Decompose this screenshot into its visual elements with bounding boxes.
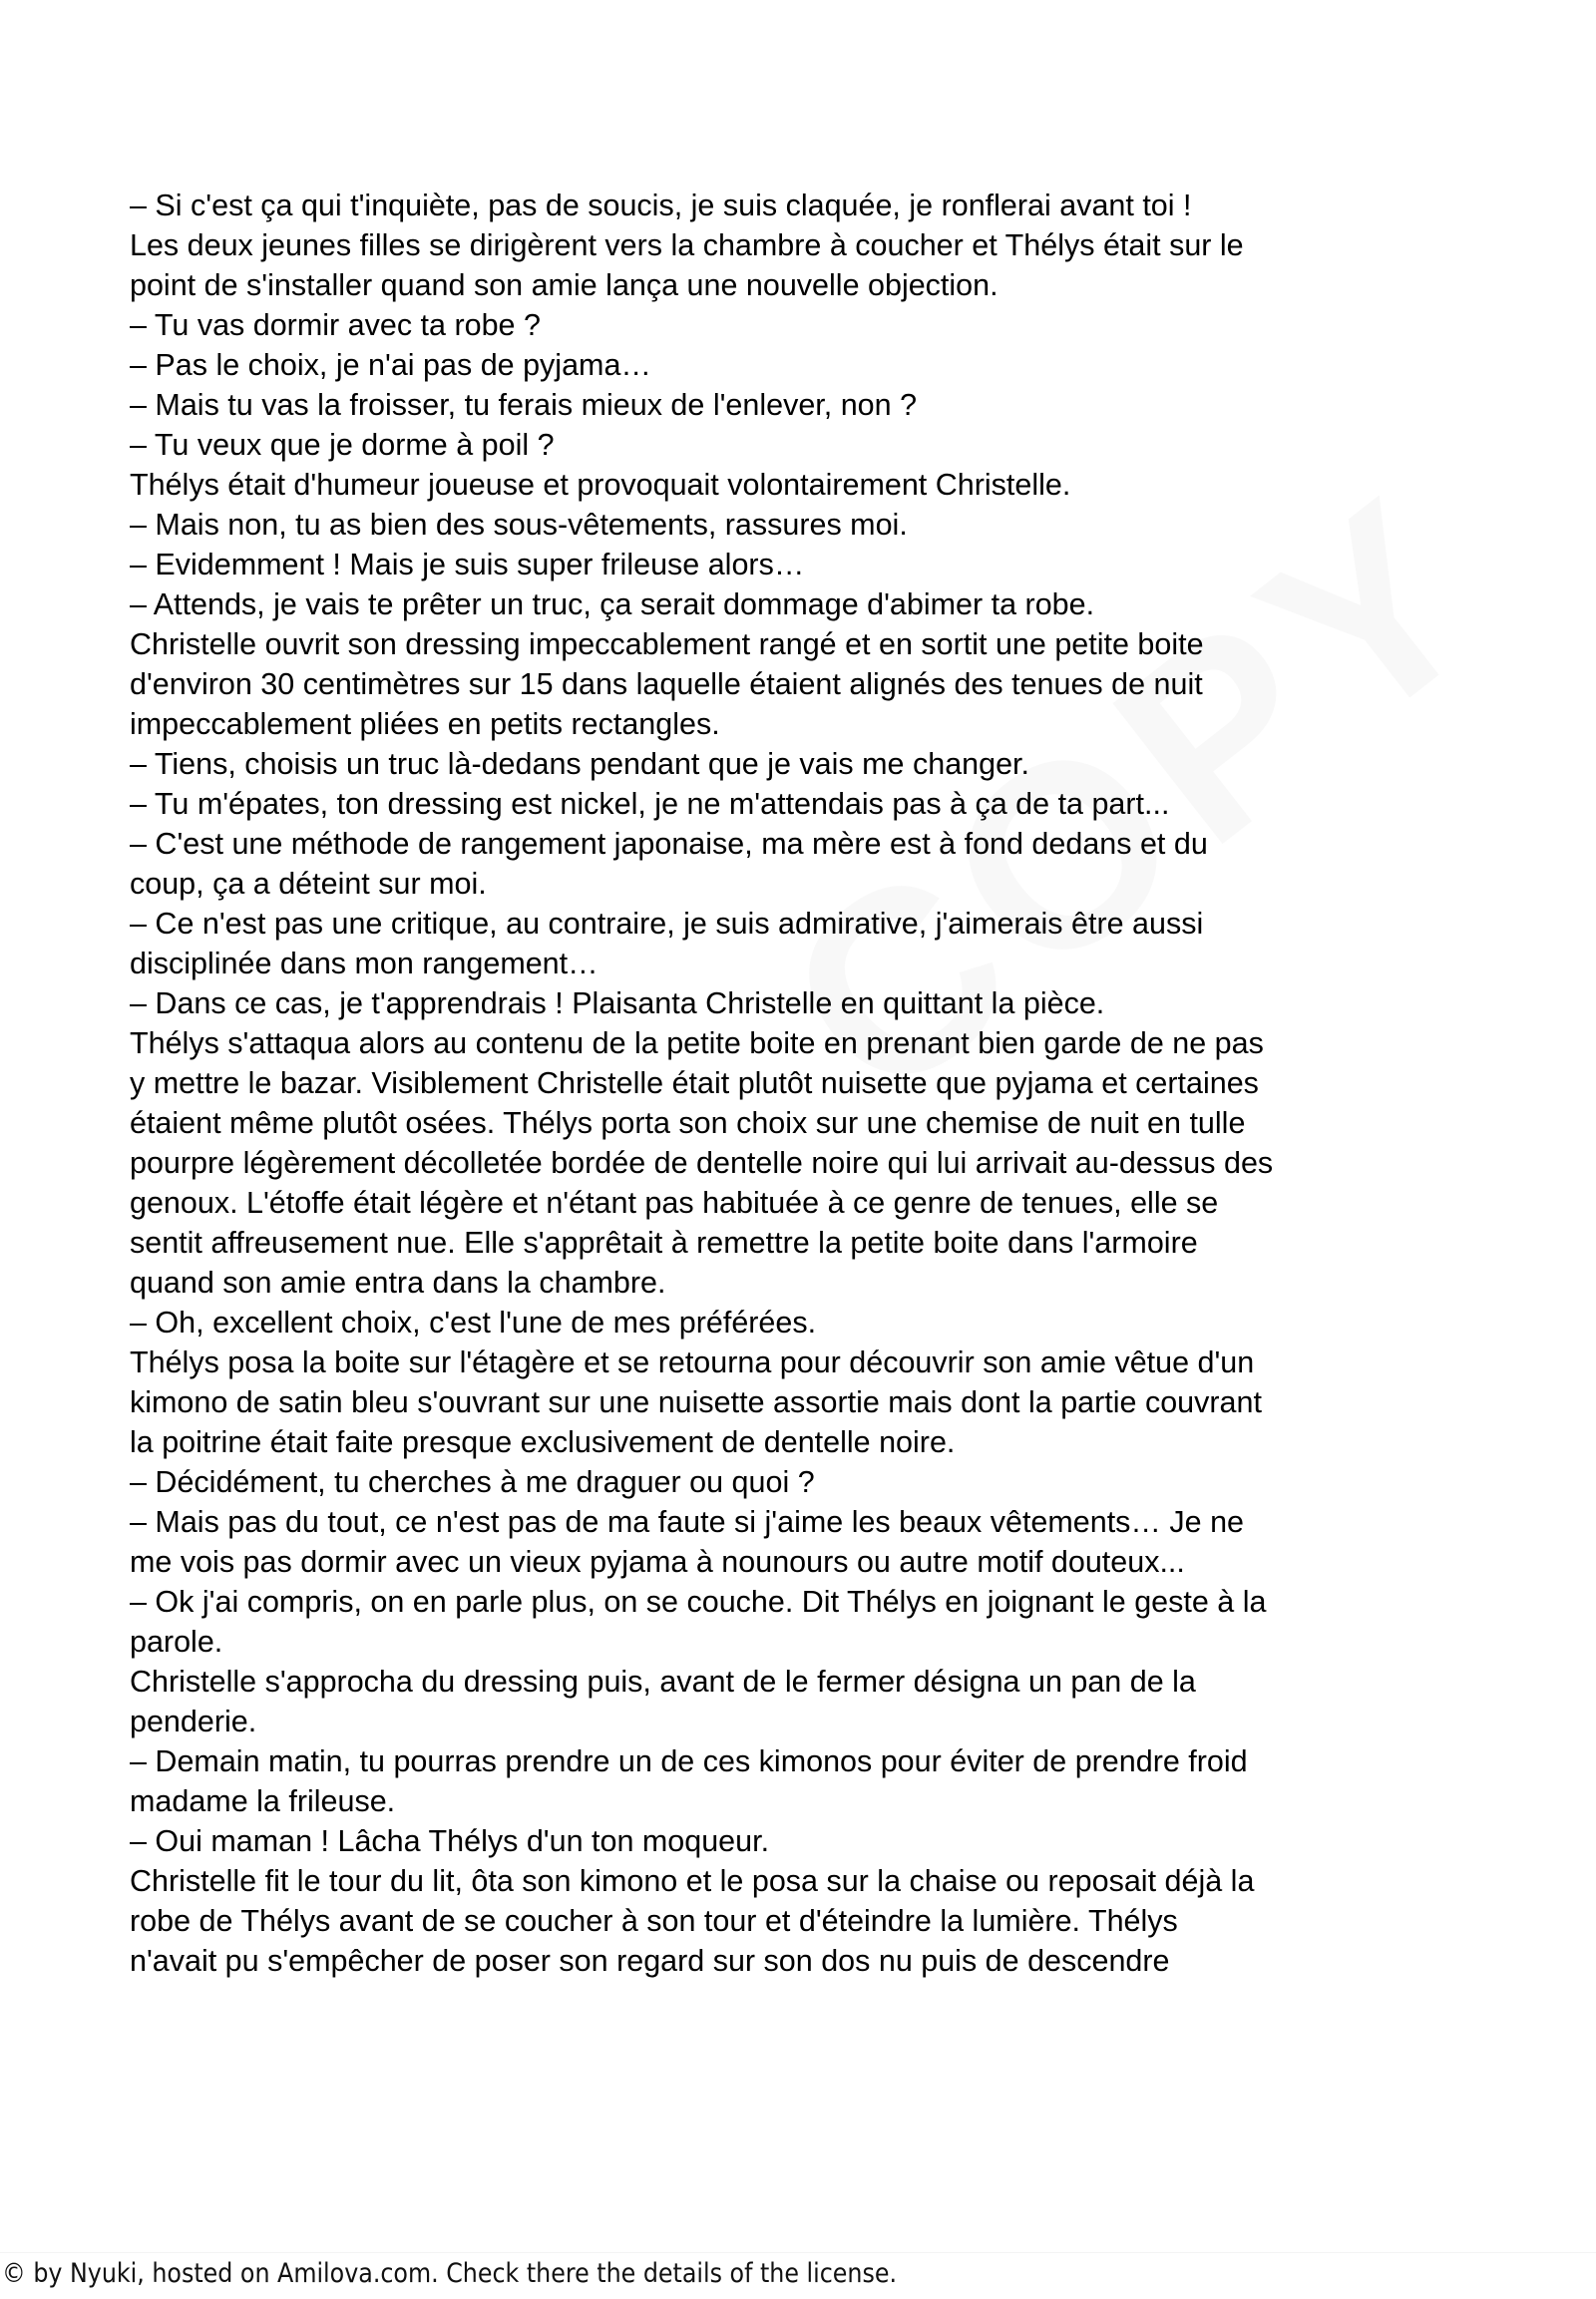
text-line: étaient même plutôt osées. Thélys porta son choix sur une chemise de nuit en tulle	[130, 1106, 1246, 1140]
text-line: – Dans ce cas, je t'apprendrais ! Plaisanta Christelle en quittant la pièce.	[130, 986, 1105, 1020]
text-line: genoux. L'étoffe était légère et n'étant pas habituée à ce genre de tenues, elle se	[130, 1186, 1219, 1220]
text-line: sentit affreusement nue. Elle s'apprêtait à remettre la petite boite dans l'armoire	[130, 1226, 1198, 1260]
text-line: – Mais tu vas la froisser, tu ferais mieux de l'enlever, non ?	[130, 388, 918, 422]
footer-divider	[0, 2252, 1596, 2253]
footer-credit: © by Nyuki, hosted on Amilova.com. Check there the details of the license.	[2, 2258, 898, 2289]
text-line: Christelle s'approcha du dressing puis, avant de le fermer désigna un pan de la	[130, 1665, 1196, 1699]
text-line: Christelle ouvrit son dressing impeccablement rangé et en sortit une petite boite	[130, 627, 1204, 661]
text-line: me vois pas dormir avec un vieux pyjama à nounours ou autre motif douteux...	[130, 1545, 1185, 1579]
text-line: Les deux jeunes filles se dirigèrent vers la chambre à coucher et Thélys était sur le	[130, 228, 1244, 262]
text-line: point de s'installer quand son amie lança une nouvelle objection.	[130, 268, 998, 302]
text-line: – Oh, excellent choix, c'est l'une de mes préférées.	[130, 1306, 817, 1340]
text-line: Christelle fit le tour du lit, ôta son kimono et le posa sur la chaise ou reposait déjà la	[130, 1864, 1255, 1898]
text-line: impeccablement pliées en petits rectangles.	[130, 707, 720, 741]
text-line: – Evidemment ! Mais je suis super frileuse alors…	[130, 548, 805, 581]
text-line: – Décidément, tu cherches à me draguer ou quoi ?	[130, 1465, 815, 1499]
text-line: – Pas le choix, je n'ai pas de pyjama…	[130, 348, 651, 382]
text-line: disciplinée dans mon rangement…	[130, 947, 598, 980]
text-line: – C'est une méthode de rangement japonaise, ma mère est à fond dedans et du	[130, 827, 1208, 861]
text-line: madame la frileuse.	[130, 1784, 396, 1818]
text-line: penderie.	[130, 1705, 257, 1738]
text-line: quand son amie entra dans la chambre.	[130, 1266, 666, 1300]
text-line: – Ce n'est pas une critique, au contraire, je suis admirative, j'aimerais être aussi	[130, 907, 1204, 941]
text-line: la poitrine était faite presque exclusivement de dentelle noire.	[130, 1425, 956, 1459]
text-line: – Attends, je vais te prêter un truc, ça serait dommage d'abimer ta robe.	[130, 587, 1095, 621]
body-text	[130, 186, 1506, 1981]
text-line: robe de Thélys avant de se coucher à son tour et d'éteindre la lumière. Thélys	[130, 1904, 1178, 1938]
text-line: n'avait pu s'empêcher de poser son regard sur son dos nu puis de descendre	[130, 1944, 1170, 1978]
text-line: Thélys était d'humeur joueuse et provoquait volontairement Christelle.	[130, 468, 1071, 502]
text-line: coup, ça a déteint sur moi.	[130, 867, 487, 901]
text-line: parole.	[130, 1625, 223, 1659]
text-line: Thélys s'attaqua alors au contenu de la petite boite en prenant bien garde de ne pas	[130, 1026, 1264, 1060]
text-line: kimono de satin bleu s'ouvrant sur une nuisette assortie mais dont la partie couvrant	[130, 1385, 1262, 1419]
text-line: – Oui maman ! Lâcha Thélys d'un ton moqueur.	[130, 1824, 770, 1858]
text-line: – Tu m'épates, ton dressing est nickel, je ne m'attendais pas à ça de ta part...	[130, 787, 1170, 821]
text-line: – Si c'est ça qui t'inquiète, pas de soucis, je suis claquée, je ronflerai avant toi !	[130, 189, 1192, 222]
text-line: pourpre légèrement décolletée bordée de dentelle noire qui lui arrivait au-dessus des	[130, 1146, 1274, 1180]
text-line: – Tu veux que je dorme à poil ?	[130, 428, 555, 462]
text-line: – Demain matin, tu pourras prendre un de ces kimonos pour éviter de prendre froid	[130, 1744, 1248, 1778]
text-line: – Mais non, tu as bien des sous-vêtements, rassures moi.	[130, 508, 908, 542]
text-line: – Tiens, choisis un truc là-dedans pendant que je vais me changer.	[130, 747, 1029, 781]
text-line: – Ok j'ai compris, on en parle plus, on se couche. Dit Thélys en joignant le geste à la	[130, 1585, 1267, 1619]
text-line: y mettre le bazar. Visiblement Christelle était plutôt nuisette que pyjama et certaines	[130, 1066, 1259, 1100]
text-line: – Mais pas du tout, ce n'est pas de ma faute si j'aime les beaux vêtements… Je ne	[130, 1505, 1245, 1539]
text-line: d'environ 30 centimètres sur 15 dans laquelle étaient alignés des tenues de nuit	[130, 667, 1203, 701]
text-line: – Tu vas dormir avec ta robe ?	[130, 308, 541, 342]
text-line: Thélys posa la boite sur l'étagère et se retourna pour découvrir son amie vêtue d'un	[130, 1345, 1255, 1379]
